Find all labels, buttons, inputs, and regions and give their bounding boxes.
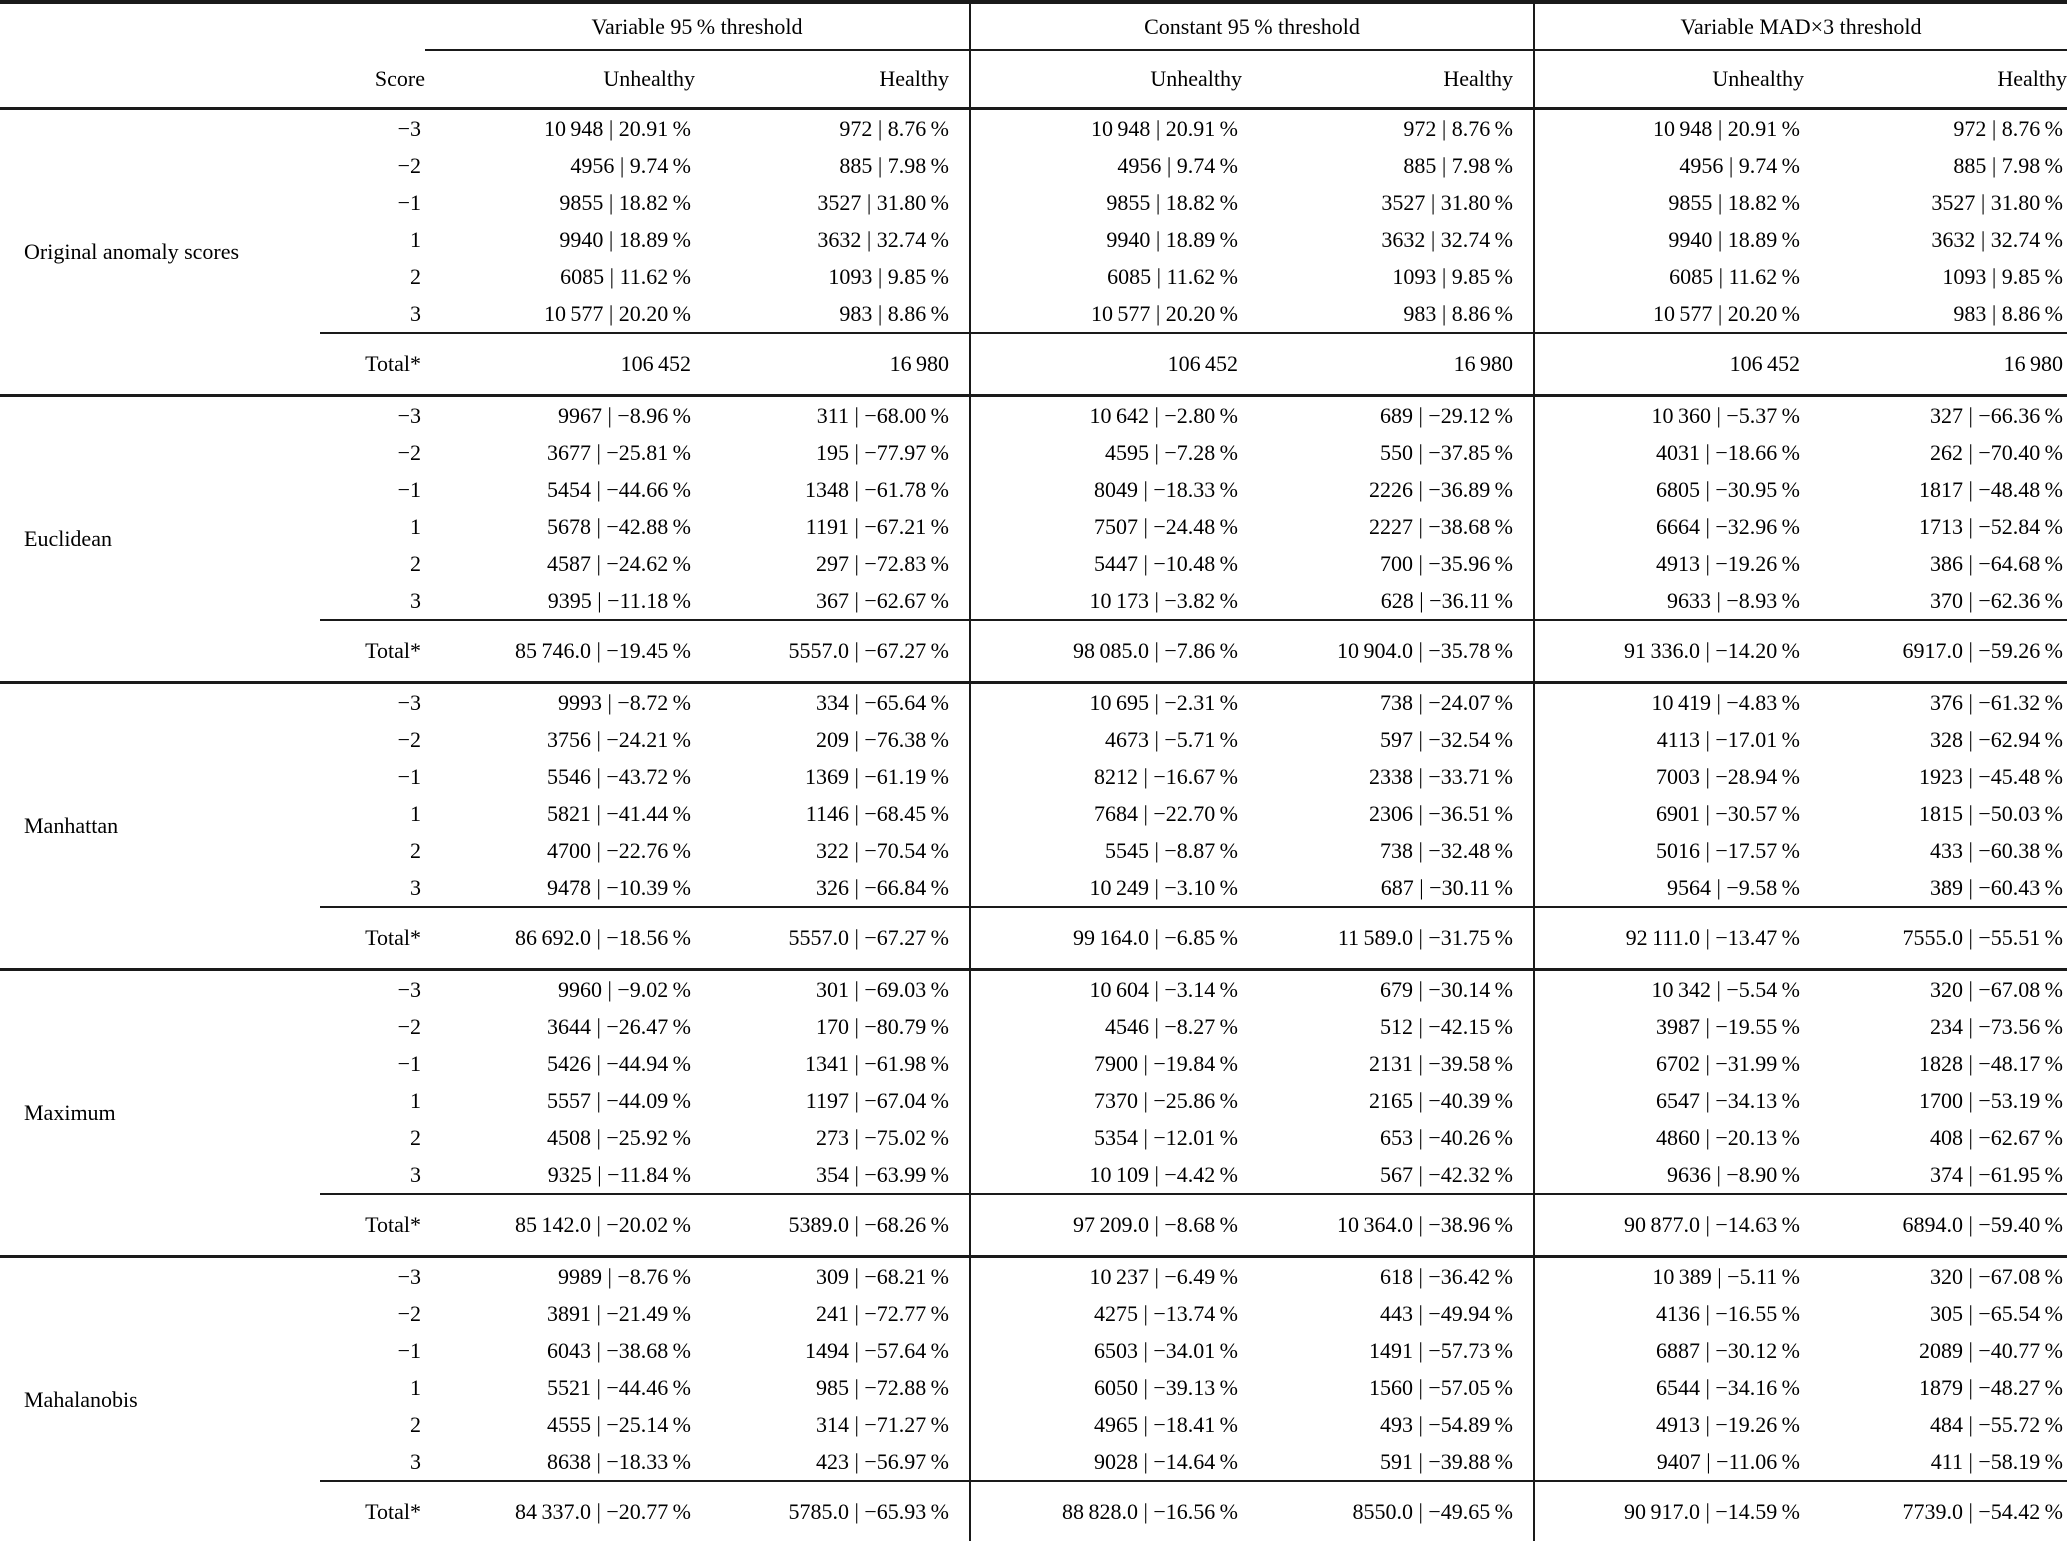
healthy-cell: 972 | 8.76 % [695,109,970,148]
healthy-cell: 983 | 8.86 % [1242,295,1534,333]
healthy-cell: 885 | 7.98 % [695,147,970,184]
healthy-cell: 1191 | −67.21 % [695,508,970,545]
healthy-header-g3: Healthy [1804,50,2067,109]
unhealthy-header-g3: Unhealthy [1534,50,1804,109]
healthy-cell: 689 | −29.12 % [1242,396,1534,435]
group-header-variable-mad3: Variable MAD×3 threshold [1534,2,2067,50]
metric-label: Maximum [24,1100,116,1125]
healthy-cell: 972 | 8.76 % [1242,109,1534,148]
score-cell: −1 [397,1337,421,1363]
unhealthy-cell: 10 577 | 20.20 % [543,300,691,326]
healthy-cell: 311 | −68.00 % [695,396,970,435]
unhealthy-cell: 5016 | −17.57 % [1655,837,1800,863]
healthy-cell: 386 | −64.68 % [1929,550,2064,576]
healthy-cell: 618 | −36.42 % [1242,1257,1534,1296]
score-cell: −2 [397,152,421,178]
score-cell: 2 [410,263,421,289]
score-header: Score [320,50,425,109]
total-unhealthy-cell: 85 142.0 | −20.02 % [425,1194,695,1257]
metric-column-header [0,50,320,109]
total-healthy-cell: 10 364.0 | −38.96 % [1242,1194,1534,1257]
unhealthy-cell: 4673 | −5.71 % [1104,726,1238,752]
unhealthy-cell: 10 642 | −2.80 % [1089,402,1238,428]
total-healthy-cell: 6917.0 | −59.26 % [1804,620,2067,683]
total-unhealthy-cell: 106 452 [425,333,695,396]
unhealthy-cell: 9855 | 18.82 % [559,189,691,215]
healthy-cell: 3527 | 31.80 % [1931,189,2064,215]
unhealthy-cell: 4595 | −7.28 % [1104,439,1238,465]
unhealthy-cell: 9325 | −11.84 % [547,1161,691,1187]
unhealthy-cell: 5546 | −43.72 % [546,763,691,789]
score-cell: 3 [410,587,421,613]
healthy-cell: 2165 | −40.39 % [1242,1082,1534,1119]
total-healthy-cell: 16 980 [1804,333,2067,396]
healthy-cell: 195 | −77.97 % [695,434,970,471]
healthy-cell: 262 | −70.40 % [1929,439,2064,465]
unhealthy-cell: 5454 | −44.66 % [546,476,691,502]
score-cell: −2 [397,1013,421,1039]
unhealthy-cell: 4956 | 9.74 % [570,152,691,178]
unhealthy-cell: 4913 | −19.26 % [1655,1411,1800,1437]
healthy-cell: 389 | −60.43 % [1929,874,2064,900]
healthy-cell: 241 | −72.77 % [695,1295,970,1332]
total-unhealthy-cell: 90 877.0 | −14.63 % [1534,1194,1804,1257]
healthy-cell: 320 | −67.08 % [1929,976,2064,1002]
healthy-cell: 2338 | −33.71 % [1242,758,1534,795]
healthy-cell: 3527 | 31.80 % [695,184,970,221]
healthy-cell: 411 | −58.19 % [1930,1448,2064,1474]
healthy-cell: 170 | −80.79 % [695,1008,970,1045]
total-label: Total* [320,333,425,396]
healthy-cell: 1093 | 9.85 % [695,258,970,295]
total-healthy-cell: 8550.0 | −49.65 % [1242,1481,1534,1541]
section-euclidean [0,396,2067,683]
healthy-cell: 700 | −35.96 % [1242,545,1534,582]
unhealthy-cell: 10 577 | 20.20 % [1090,300,1238,326]
unhealthy-cell: 4031 | −18.66 % [1655,439,1800,465]
score-cell: 1 [410,1087,421,1113]
unhealthy-cell: 9633 | −8.93 % [1666,587,1800,613]
unhealthy-cell: 4555 | −25.14 % [546,1411,691,1437]
score-cell: −1 [397,763,421,789]
total-healthy-cell: 6894.0 | −59.40 % [1804,1194,2067,1257]
unhealthy-cell: 5557 | −44.09 % [546,1087,691,1113]
unhealthy-cell: 4587 | −24.62 % [546,550,691,576]
healthy-cell: 679 | −30.14 % [1242,970,1534,1009]
unhealthy-cell: 10 948 | 20.91 % [543,115,691,141]
healthy-cell: 1369 | −61.19 % [695,758,970,795]
healthy-cell: 3632 | 32.74 % [1242,221,1534,258]
corner-cell [0,2,425,50]
score-cell: 3 [410,874,421,900]
unhealthy-cell: 6887 | −30.12 % [1655,1337,1800,1363]
unhealthy-cell: 6503 | −34.01 % [1093,1337,1238,1363]
total-unhealthy-cell: 92 111.0 | −13.47 % [1534,907,1804,970]
unhealthy-cell: 4956 | 9.74 % [1117,152,1238,178]
healthy-cell: 301 | −69.03 % [695,970,970,1009]
unhealthy-cell: 3677 | −25.81 % [546,439,691,465]
score-cell: −3 [397,402,421,428]
healthy-cell: 1491 | −57.73 % [1242,1332,1534,1369]
healthy-cell: 1713 | −52.84 % [1918,513,2064,539]
healthy-cell: 597 | −32.54 % [1242,721,1534,758]
section-manhattan [0,683,2067,970]
unhealthy-cell: 10 695 | −2.31 % [1089,689,1238,715]
unhealthy-cell: 6085 | 11.62 % [560,263,691,289]
score-cell: −2 [397,439,421,465]
unhealthy-cell: 9940 | 18.89 % [559,226,691,252]
score-cell: 1 [410,800,421,826]
unhealthy-cell: 5821 | −41.44 % [546,800,691,826]
score-cell: 2 [410,550,421,576]
healthy-cell: 443 | −49.94 % [1242,1295,1534,1332]
healthy-cell: 653 | −40.26 % [1242,1119,1534,1156]
metric-label: Mahalanobis [24,1387,138,1412]
healthy-cell: 305 | −65.54 % [1929,1300,2064,1326]
total-label: Total* [320,1481,425,1541]
unhealthy-cell: 4965 | −18.41 % [1093,1411,1238,1437]
healthy-cell: 567 | −42.32 % [1242,1156,1534,1194]
total-healthy-cell: 5557.0 | −67.27 % [695,907,970,970]
healthy-cell: 1197 | −67.04 % [695,1082,970,1119]
unhealthy-cell: 7003 | −28.94 % [1655,763,1800,789]
section-original-anomaly-scores [0,109,2067,396]
score-cell: −3 [397,115,421,141]
healthy-cell: 3632 | 32.74 % [695,221,970,258]
unhealthy-cell: 4956 | 9.74 % [1679,152,1800,178]
unhealthy-cell: 9028 | −14.64 % [1093,1448,1238,1474]
total-unhealthy-cell: 90 917.0 | −14.59 % [1534,1481,1804,1541]
healthy-cell: 273 | −75.02 % [695,1119,970,1156]
total-label: Total* [320,620,425,683]
unhealthy-cell: 9960 | −9.02 % [557,976,691,1002]
section-mahalanobis [0,1257,2067,1541]
unhealthy-cell: 10 389 | −5.11 % [1652,1263,1800,1289]
healthy-cell: 1348 | −61.78 % [695,471,970,508]
score-cell: 1 [410,226,421,252]
unhealthy-cell: 9989 | −8.76 % [557,1263,691,1289]
score-cell: 3 [410,1161,421,1187]
healthy-cell: 320 | −67.08 % [1929,1263,2064,1289]
healthy-cell: 367 | −62.67 % [695,582,970,620]
unhealthy-cell: 4275 | −13.74 % [1093,1300,1238,1326]
healthy-cell: 2131 | −39.58 % [1242,1045,1534,1082]
unhealthy-cell: 6544 | −34.16 % [1655,1374,1800,1400]
healthy-cell: 972 | 8.76 % [1953,115,2064,141]
unhealthy-cell: 8049 | −18.33 % [1093,476,1238,502]
unhealthy-cell: 5678 | −42.88 % [546,513,691,539]
healthy-cell: 354 | −63.99 % [695,1156,970,1194]
healthy-cell: 326 | −66.84 % [695,869,970,907]
unhealthy-cell: 10 604 | −3.14 % [1089,976,1238,1002]
unhealthy-cell: 5354 | −12.01 % [1093,1124,1238,1150]
unhealthy-cell: 10 109 | −4.42 % [1089,1161,1238,1187]
healthy-cell: 327 | −66.36 % [1929,402,2064,428]
healthy-cell: 628 | −36.11 % [1242,582,1534,620]
score-row [0,1257,2067,1296]
unhealthy-cell: 9564 | −9.58 % [1666,874,1800,900]
score-cell: 2 [410,1411,421,1437]
unhealthy-cell: 9940 | 18.89 % [1106,226,1238,252]
score-cell: −1 [397,476,421,502]
healthy-cell: 297 | −72.83 % [695,545,970,582]
healthy-cell: 983 | 8.86 % [1953,300,2064,326]
healthy-cell: 512 | −42.15 % [1242,1008,1534,1045]
healthy-cell: 591 | −39.88 % [1242,1443,1534,1481]
score-cell: −2 [397,726,421,752]
unhealthy-cell: 4508 | −25.92 % [546,1124,691,1150]
total-unhealthy-cell: 88 828.0 | −16.56 % [970,1481,1242,1541]
healthy-cell: 1923 | −45.48 % [1918,763,2064,789]
total-healthy-cell: 5389.0 | −68.26 % [695,1194,970,1257]
healthy-cell: 1879 | −48.27 % [1918,1374,2064,1400]
healthy-cell: 3527 | 31.80 % [1242,184,1534,221]
unhealthy-cell: 3756 | −24.21 % [546,726,691,752]
unhealthy-cell: 6805 | −30.95 % [1655,476,1800,502]
healthy-cell: 885 | 7.98 % [1953,152,2064,178]
total-unhealthy-cell: 106 452 [1534,333,1804,396]
total-healthy-cell: 10 904.0 | −35.78 % [1242,620,1534,683]
unhealthy-cell: 10 419 | −4.83 % [1651,689,1800,715]
total-label: Total* [320,1194,425,1257]
unhealthy-cell: 9993 | −8.72 % [557,689,691,715]
healthy-cell: 1700 | −53.19 % [1918,1087,2064,1113]
unhealthy-cell: 8638 | −18.33 % [546,1448,691,1474]
unhealthy-cell: 3891 | −21.49 % [546,1300,691,1326]
group-header-variable-95: Variable 95 % threshold [425,2,970,50]
unhealthy-cell: 10 577 | 20.20 % [1652,300,1800,326]
healthy-cell: 885 | 7.98 % [1242,147,1534,184]
group-header-row [0,2,2067,50]
group-header-constant-95: Constant 95 % threshold [970,2,1534,50]
healthy-cell: 322 | −70.54 % [695,832,970,869]
unhealthy-cell: 9478 | −10.39 % [546,874,691,900]
score-cell: 3 [410,300,421,326]
healthy-cell: 550 | −37.85 % [1242,434,1534,471]
unhealthy-cell: 6085 | 11.62 % [1107,263,1238,289]
healthy-cell: 985 | −72.88 % [695,1369,970,1406]
healthy-cell: 2089 | −40.77 % [1918,1337,2064,1363]
healthy-cell: 2226 | −36.89 % [1242,471,1534,508]
unhealthy-cell: 6664 | −32.96 % [1655,513,1800,539]
total-healthy-cell: 16 980 [1242,333,1534,396]
healthy-header-g2: Healthy [1242,50,1534,109]
healthy-cell: 1817 | −48.48 % [1918,476,2064,502]
unhealthy-cell: 10 173 | −3.82 % [1089,587,1238,613]
healthy-cell: 1494 | −57.64 % [695,1332,970,1369]
healthy-cell: 209 | −76.38 % [695,721,970,758]
score-row [0,683,2067,722]
healthy-cell: 1146 | −68.45 % [695,795,970,832]
total-unhealthy-cell: 97 209.0 | −8.68 % [970,1194,1242,1257]
score-cell: −3 [397,976,421,1002]
total-healthy-cell: 16 980 [695,333,970,396]
score-row [0,396,2067,435]
healthy-cell: 493 | −54.89 % [1242,1406,1534,1443]
unhealthy-cell: 3644 | −26.47 % [546,1013,691,1039]
unhealthy-cell: 9855 | 18.82 % [1668,189,1800,215]
healthy-cell: 1828 | −48.17 % [1918,1050,2064,1076]
unhealthy-header-g2: Unhealthy [970,50,1242,109]
metric-label: Original anomaly scores [24,239,240,264]
unhealthy-cell: 5545 | −8.87 % [1104,837,1238,863]
unhealthy-header-g1: Unhealthy [425,50,695,109]
healthy-cell: 328 | −62.94 % [1929,726,2064,752]
healthy-cell: 370 | −62.36 % [1929,587,2064,613]
score-cell: −1 [397,189,421,215]
healthy-cell: 738 | −32.48 % [1242,832,1534,869]
score-cell: 1 [410,1374,421,1400]
total-healthy-cell: 5785.0 | −65.93 % [695,1481,970,1541]
unhealthy-cell: 10 948 | 20.91 % [1090,115,1238,141]
healthy-cell: 1093 | 9.85 % [1242,258,1534,295]
unhealthy-cell: 7900 | −19.84 % [1093,1050,1238,1076]
healthy-cell: 423 | −56.97 % [695,1443,970,1481]
total-label: Total* [320,907,425,970]
total-healthy-cell: 7739.0 | −54.42 % [1804,1481,2067,1541]
healthy-cell: 1093 | 9.85 % [1942,263,2064,289]
unhealthy-cell: 9395 | −11.18 % [547,587,691,613]
unhealthy-cell: 4860 | −20.13 % [1655,1124,1800,1150]
total-healthy-cell: 5557.0 | −67.27 % [695,620,970,683]
healthy-cell: 334 | −65.64 % [695,683,970,722]
healthy-cell: 484 | −55.72 % [1929,1411,2064,1437]
healthy-cell: 314 | −71.27 % [695,1406,970,1443]
healthy-cell: 2227 | −38.68 % [1242,508,1534,545]
healthy-cell: 376 | −61.32 % [1929,689,2064,715]
total-healthy-cell: 7555.0 | −55.51 % [1804,907,2067,970]
score-cell: −2 [397,1300,421,1326]
unhealthy-cell: 5447 | −10.48 % [1093,550,1238,576]
healthy-cell: 738 | −24.07 % [1242,683,1534,722]
healthy-cell: 374 | −61.95 % [1929,1161,2064,1187]
total-healthy-cell: 11 589.0 | −31.75 % [1242,907,1534,970]
unhealthy-cell: 9967 | −8.96 % [557,402,691,428]
unhealthy-cell: 6702 | −31.99 % [1655,1050,1800,1076]
score-cell: −3 [397,689,421,715]
score-cell: 2 [410,1124,421,1150]
unhealthy-cell: 8212 | −16.67 % [1093,763,1238,789]
healthy-cell: 433 | −60.38 % [1929,837,2064,863]
unhealthy-cell: 3987 | −19.55 % [1655,1013,1800,1039]
unhealthy-cell: 5521 | −44.46 % [546,1374,691,1400]
unhealthy-cell: 6050 | −39.13 % [1093,1374,1238,1400]
healthy-cell: 687 | −30.11 % [1242,869,1534,907]
healthy-cell: 234 | −73.56 % [1929,1013,2064,1039]
healthy-cell: 1341 | −61.98 % [695,1045,970,1082]
score-cell: 2 [410,837,421,863]
unhealthy-cell: 4546 | −8.27 % [1104,1013,1238,1039]
unhealthy-cell: 9855 | 18.82 % [1106,189,1238,215]
unhealthy-cell: 5426 | −44.94 % [546,1050,691,1076]
score-row [0,109,2067,148]
metric-label: Manhattan [24,813,119,838]
healthy-cell: 309 | −68.21 % [695,1257,970,1296]
unhealthy-cell: 10 237 | −6.49 % [1089,1263,1238,1289]
healthy-cell: 2306 | −36.51 % [1242,795,1534,832]
unhealthy-cell: 9636 | −8.90 % [1666,1161,1800,1187]
column-header-row [0,50,2067,109]
unhealthy-cell: 6547 | −34.13 % [1655,1087,1800,1113]
unhealthy-cell: 4113 | −17.01 % [1656,726,1800,752]
unhealthy-cell: 9407 | −11.06 % [1656,1448,1800,1474]
total-unhealthy-cell: 106 452 [970,333,1242,396]
unhealthy-cell: 6085 | 11.62 % [1669,263,1800,289]
total-unhealthy-cell: 84 337.0 | −20.77 % [425,1481,695,1541]
section-maximum [0,970,2067,1257]
score-cell: −3 [397,1263,421,1289]
unhealthy-cell: 4136 | −16.55 % [1655,1300,1800,1326]
healthy-cell: 1560 | −57.05 % [1242,1369,1534,1406]
healthy-cell: 983 | 8.86 % [695,295,970,333]
unhealthy-cell: 6901 | −30.57 % [1655,800,1800,826]
unhealthy-cell: 6043 | −38.68 % [546,1337,691,1363]
score-cell: 1 [410,513,421,539]
unhealthy-cell: 10 360 | −5.37 % [1651,402,1800,428]
healthy-header-g1: Healthy [695,50,970,109]
unhealthy-cell: 10 342 | −5.54 % [1651,976,1800,1002]
healthy-cell: 3632 | 32.74 % [1931,226,2064,252]
metric-label: Euclidean [24,526,112,551]
unhealthy-cell: 7370 | −25.86 % [1093,1087,1238,1113]
total-unhealthy-cell: 86 692.0 | −18.56 % [425,907,695,970]
score-row [0,970,2067,1009]
unhealthy-cell: 7684 | −22.70 % [1093,800,1238,826]
score-cell: −1 [397,1050,421,1076]
healthy-cell: 408 | −62.67 % [1929,1124,2064,1150]
total-unhealthy-cell: 98 085.0 | −7.86 % [970,620,1242,683]
unhealthy-cell: 7507 | −24.48 % [1093,513,1238,539]
unhealthy-cell: 10 948 | 20.91 % [1652,115,1800,141]
total-unhealthy-cell: 91 336.0 | −14.20 % [1534,620,1804,683]
total-unhealthy-cell: 99 164.0 | −6.85 % [970,907,1242,970]
unhealthy-cell: 9940 | 18.89 % [1668,226,1800,252]
healthy-cell: 1815 | −50.03 % [1918,800,2064,826]
unhealthy-cell: 4913 | −19.26 % [1655,550,1800,576]
score-cell: 3 [410,1448,421,1474]
total-unhealthy-cell: 85 746.0 | −19.45 % [425,620,695,683]
unhealthy-cell: 4700 | −22.76 % [546,837,691,863]
unhealthy-cell: 10 249 | −3.10 % [1089,874,1238,900]
